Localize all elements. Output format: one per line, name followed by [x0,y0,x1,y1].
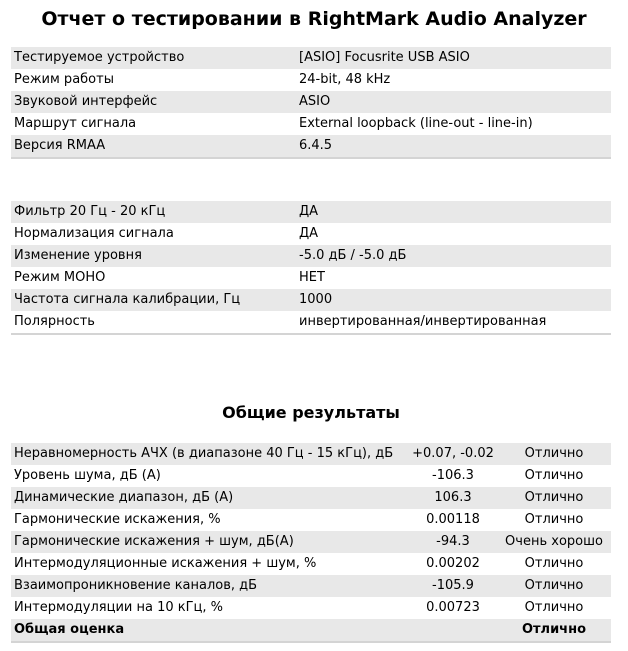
result-rating: Отлично [497,443,611,465]
result-rating: Отлично [497,575,611,597]
info-value: External loopback (line-out - line-in) [299,116,533,131]
option-value: -5.0 дБ / -5.0 дБ [296,245,611,267]
total-value [409,619,497,642]
test-options-table [11,201,611,335]
result-value: -105.9 [409,575,497,597]
results-heading: Общие результаты [222,403,400,422]
result-label: Интермодуляционные искажения + шум, % [14,556,317,571]
result-label: Гармонические искажения + шум, дБ(А) [11,531,409,553]
info-value: ASIO [296,91,611,113]
total-row [11,619,611,642]
table-row [11,531,611,553]
info-label: Маршрут сигнала [14,116,137,131]
table-row [11,509,611,531]
info-label: Тестируемое устройство [11,47,296,69]
table-row [11,135,611,158]
table-row [11,465,611,487]
result-rating: Отлично [524,468,584,483]
option-label: Режим МОНО [14,270,106,285]
option-label: Фильтр 20 Гц - 20 кГц [11,201,296,223]
table-row [11,311,611,334]
result-value: +0.07, -0.02 [409,443,497,465]
table-row [11,289,611,311]
option-value: ДА [296,201,611,223]
result-value: 0.00723 [426,600,480,615]
option-label: Нормализация сигнала [14,226,174,241]
info-label: Режим работы [14,72,114,87]
option-label: Полярность [11,311,296,334]
info-value: 6.4.5 [296,135,611,158]
result-label: Динамические диапазон, дБ (А) [11,487,409,509]
result-value: 0.00118 [426,512,480,527]
result-rating: Отлично [497,487,611,509]
total-rating: Отлично [497,619,611,642]
option-value: 1000 [296,289,611,311]
result-value: -94.3 [409,531,497,553]
table-row [11,69,611,91]
option-label: Изменение уровня [11,245,296,267]
result-rating: Отлично [524,512,584,527]
info-label: Звуковой интерфейс [11,91,296,113]
result-value: 106.3 [409,487,497,509]
info-label: Версия RMAA [11,135,296,158]
results-table [11,443,611,643]
table-row [11,201,611,223]
table-row [11,47,611,69]
info-value: [ASIO] Focusrite USB ASIO [296,47,611,69]
page-title: Отчет о тестировании в RightMark Audio Analyzer [41,8,587,30]
result-value: -106.3 [432,468,474,483]
option-value: ДА [299,226,319,241]
result-rating: Очень хорошо [497,531,611,553]
table-row [11,487,611,509]
table-row [11,113,611,135]
table-row [11,245,611,267]
result-label: Уровень шума, дБ (А) [14,468,161,483]
total-label: Общая оценка [11,619,409,642]
table-row [11,91,611,113]
option-label: Частота сигнала калибрации, Гц [11,289,296,311]
table-row [11,575,611,597]
result-label: Интермодуляции на 10 кГц, % [14,600,224,615]
option-value: НЕТ [299,270,325,285]
option-value: инвертированная/инвертированная [296,311,611,334]
device-info-table [11,47,611,159]
info-value: 24-bit, 48 kHz [299,72,391,87]
table-row [11,597,611,619]
table-row [11,553,611,575]
table-row [11,223,611,245]
result-label: Гармонические искажения, % [14,512,221,527]
result-label: Неравномерность АЧХ (в диапазоне 40 Гц - 15 кГц), дБ [11,443,409,465]
result-label: Взаимопроникновение каналов, дБ [11,575,409,597]
result-value: 0.00202 [426,556,480,571]
result-rating: Отлично [524,556,584,571]
result-rating: Отлично [524,600,584,615]
table-row [11,267,611,289]
table-row [11,443,611,465]
